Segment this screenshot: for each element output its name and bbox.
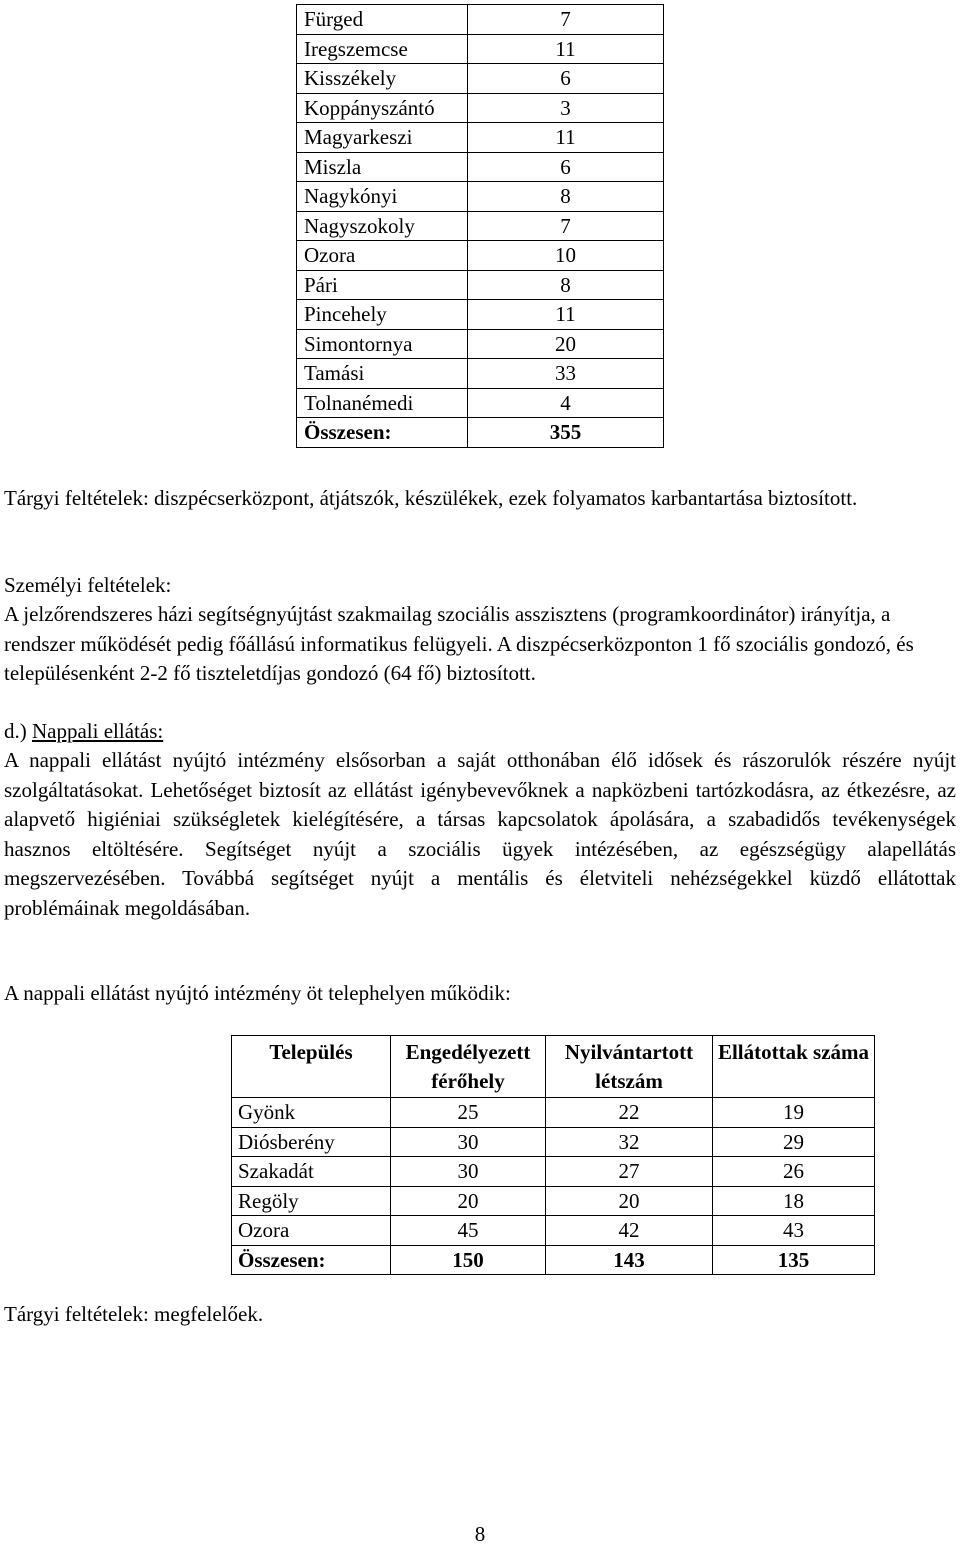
header-nyilvantartott: Nyilvántartott létszám: [546, 1036, 713, 1098]
table-row: [232, 1157, 875, 1187]
table-row: [297, 300, 664, 330]
row-telepules: Diósberény: [232, 1127, 391, 1157]
table-row: [297, 123, 664, 153]
table-row: [297, 329, 664, 359]
table-row: [297, 241, 664, 271]
settlement-name: Ozora: [297, 241, 468, 271]
nappali-prefix: d.): [4, 719, 27, 743]
total-value: 355: [468, 418, 664, 448]
settlement-name: Tamási: [297, 359, 468, 389]
nappali-table-header-row: [232, 1036, 875, 1098]
row-ellatottak: 26: [713, 1157, 875, 1187]
header-ellatottak: Ellátottak száma: [713, 1036, 875, 1098]
table-row: [297, 270, 664, 300]
settlement-name: Miszla: [297, 152, 468, 182]
table-row: [232, 1098, 875, 1128]
row-ellatottak: 19: [713, 1098, 875, 1128]
targyi-felteteleK-paragraph: Tárgyi feltételek: diszpécserközpont, átjátszók, készülékek, ezek folyamatos karbantartása biztosított.: [4, 486, 858, 510]
settlement-value: 6: [468, 152, 664, 182]
table-row: [297, 152, 664, 182]
szemelyi-heading: Személyi feltételek:: [4, 573, 172, 597]
szemelyi-paragraph: A jelzőrendszeres házi segítségnyújtást szakmailag szociális asszisztens (programkoordinátor) irányítja, a rendszer működését pedig főállású informatikus felügyeli. A diszpécserközponton 1 fő szociális gondozó, és településenként 2-2 fő tiszteletdíjas gondozó (64 fő) biztosított.: [4, 602, 914, 685]
settlement-value: 7: [468, 211, 664, 241]
settlements-table-body: [297, 5, 664, 448]
row-engedelyezett: 25: [391, 1098, 546, 1128]
settlement-value: 7: [468, 5, 664, 35]
settlement-value: 20: [468, 329, 664, 359]
row-engedelyezett: 30: [391, 1127, 546, 1157]
nappali-table: [231, 1035, 875, 1275]
row-engedelyezett: 20: [391, 1186, 546, 1216]
settlement-name: Koppányszántó: [297, 93, 468, 123]
nappali-heading: Nappali ellátás:: [32, 719, 164, 743]
table-row: [297, 93, 664, 123]
row-nyilvantartott: 20: [546, 1186, 713, 1216]
row-ellatottak: 18: [713, 1186, 875, 1216]
settlement-name: Simontornya: [297, 329, 468, 359]
total-row-nyilvantartott: 143: [546, 1245, 713, 1275]
total-row: [232, 1245, 875, 1275]
total-row-engedelyezett: 150: [391, 1245, 546, 1275]
settlement-name: Nagyszokoly: [297, 211, 468, 241]
nappali-paragraph: A nappali ellátást nyújtó intézmény elsősorban a saját otthonában élő idősek és rászorulók részére nyújt szolgáltatásokat. Lehetőséget biztosít az ellátást igénybevevőknek a napközbeni tartózkodásra, az étkezésre, az alapvető higiéniai szükségletek kielégítésére, a társas kapcsolatok ápolására, a szabadidős tevékenységek hasznos eltöltésére. Segítséget nyújt a szociális ügyek intézésében, az egészségügy alapellátás megszervezésében. Továbbá segítséget nyújt a mentális és életviteli nehézségekkel küzdő ellátottak problémáinak megoldásában.: [4, 748, 956, 920]
nappali-heading-line: [4, 717, 956, 747]
row-telepules: Szakadát: [232, 1157, 391, 1187]
settlement-value: 4: [468, 388, 664, 418]
row-engedelyezett: 45: [391, 1216, 546, 1246]
telephely-paragraph: A nappali ellátást nyújtó intézmény öt telephelyen működik:: [4, 981, 511, 1005]
settlement-value: 11: [468, 34, 664, 64]
row-nyilvantartott: 27: [546, 1157, 713, 1187]
table-row: [232, 1186, 875, 1216]
settlement-name: Magyarkeszi: [297, 123, 468, 153]
settlement-value: 6: [468, 64, 664, 94]
row-nyilvantartott: 32: [546, 1127, 713, 1157]
total-row-telepules: Összesen:: [232, 1245, 391, 1275]
row-telepules: Regöly: [232, 1186, 391, 1216]
settlement-name: Fürged: [297, 5, 468, 35]
settlement-value: 11: [468, 123, 664, 153]
table-row: [297, 388, 664, 418]
row-telepules: Gyönk: [232, 1098, 391, 1128]
row-ellatottak: 29: [713, 1127, 875, 1157]
settlement-value: 33: [468, 359, 664, 389]
table-row: [297, 34, 664, 64]
total-row: [297, 418, 664, 448]
settlement-value: 3: [468, 93, 664, 123]
settlement-name: Tolnanémedi: [297, 388, 468, 418]
row-engedelyezett: 30: [391, 1157, 546, 1187]
settlement-value: 11: [468, 300, 664, 330]
settlement-value: 8: [468, 182, 664, 212]
nappali-table-body: [232, 1098, 875, 1275]
table-row: [297, 182, 664, 212]
settlement-name: Nagykónyi: [297, 182, 468, 212]
table-row: [297, 5, 664, 35]
row-telepules: Ozora: [232, 1216, 391, 1246]
header-telepules: Település: [232, 1036, 391, 1098]
header-engedelyezett: Engedélyezett férőhely: [391, 1036, 546, 1098]
settlement-name: Pincehely: [297, 300, 468, 330]
settlement-value: 10: [468, 241, 664, 271]
total-label: Összesen:: [297, 418, 468, 448]
settlements-table: [296, 4, 664, 448]
row-nyilvantartott: 42: [546, 1216, 713, 1246]
targyi-megfeleloek-paragraph: Tárgyi feltételek: megfelelőek.: [4, 1302, 264, 1326]
table-row: [232, 1127, 875, 1157]
settlement-value: 8: [468, 270, 664, 300]
table-row: [297, 64, 664, 94]
settlement-name: Pári: [297, 270, 468, 300]
settlement-name: Kisszékely: [297, 64, 468, 94]
row-nyilvantartott: 22: [546, 1098, 713, 1128]
settlement-name: Iregszemcse: [297, 34, 468, 64]
table-row: [297, 359, 664, 389]
total-row-ellatottak: 135: [713, 1245, 875, 1275]
table-row: [297, 211, 664, 241]
page-number: 8: [474, 1522, 486, 1546]
table-row: [232, 1216, 875, 1246]
row-ellatottak: 43: [713, 1216, 875, 1246]
